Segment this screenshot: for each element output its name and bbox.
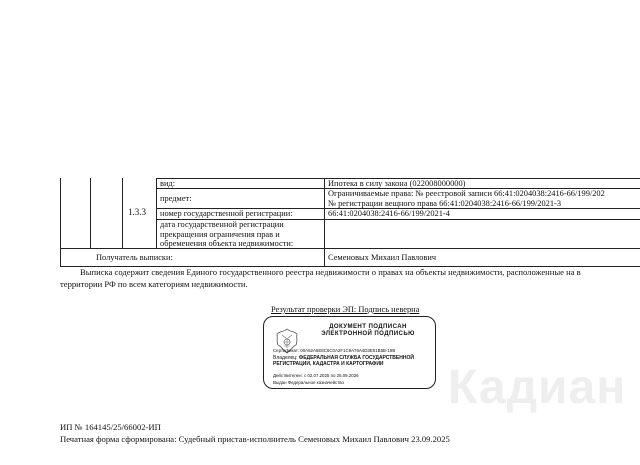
- label-registration-number: номер государственной регистрации:: [160, 209, 293, 218]
- label-subject: предмет:: [160, 194, 192, 203]
- value-registration-number: 66:41:0204038:2416-66/199/2021-4: [328, 209, 450, 218]
- recipient-value: Семеновых Михаил Павлович: [328, 253, 437, 262]
- statement-text-line: Выписка содержит сведения Единого государственного реестра недвижимости о правах на объекты недвижимости, расположенные на в: [80, 267, 581, 277]
- stamp-owner-name: ФЕДЕРАЛЬНАЯ СЛУЖБА ГОСУДАРСТВЕННОЙ РЕГИСТРАЦИИ, КАДАСТРА И КАРТОГРАФИИ: [273, 355, 414, 367]
- stamp-issuer: Выдан Федеральное казначейство: [273, 380, 344, 385]
- stamp-owner: [273, 355, 435, 367]
- encumbrance-table: [60, 178, 640, 266]
- value-type: Ипотека в силу закона (022008000000): [328, 179, 466, 188]
- recipient-label: Получатель выписки:: [96, 253, 173, 262]
- value-subject-line: Ограничиваемые права: № реестровой записи 66:41:0204038:2416-66/199/202: [328, 188, 605, 198]
- label-termination-date-line: прекращения ограничения прав и: [160, 229, 280, 239]
- row-number: 1.3.3: [128, 207, 146, 217]
- stamp-title: [304, 323, 432, 338]
- stamp-certificate: Сертификат: 00A52A5E8C6C0A2F1C9A76A4D3E51B5B-19B: [273, 348, 396, 353]
- statement-text-line: территории РФ по всем категориям недвижимости.: [60, 279, 248, 289]
- label-termination-date-line: обременения объекта недвижимости:: [160, 239, 294, 248]
- label-termination-date-line: дата государственной регистрации: [160, 220, 284, 229]
- stamp-title-line: ЭЛЕКТРОННОЙ ПОДПИСЬЮ: [321, 330, 415, 338]
- label-type: вид:: [160, 179, 176, 188]
- stamp-owner-prefix: Владелец:: [273, 355, 298, 361]
- stamp-title-line: ДОКУМЕНТ ПОДПИСАН: [329, 323, 407, 330]
- case-number: ИП № 164145/25/66002-ИП: [60, 422, 161, 432]
- table-border-left: [60, 178, 61, 266]
- signature-check-result: Результат проверки ЭП: Подпись неверна: [271, 305, 420, 314]
- table-rule: [60, 248, 640, 249]
- table-divider: [122, 178, 123, 248]
- printed-by: Печатная форма сформирована: Судебный пристав-исполнитель Семеновых Михаил Павлович 23.09.2025: [60, 434, 450, 444]
- value-subject-line: № регистрации вещного права 66:41:0204038:2416-66/199/2021-3: [328, 198, 562, 208]
- watermark: Кадиан: [448, 361, 627, 414]
- electronic-signature-stamp: [263, 316, 436, 389]
- table-divider: [324, 178, 325, 266]
- table-divider: [90, 178, 91, 248]
- stamp-validity: Действителен: с 02.07.2025 по 25.09.2026: [273, 373, 359, 378]
